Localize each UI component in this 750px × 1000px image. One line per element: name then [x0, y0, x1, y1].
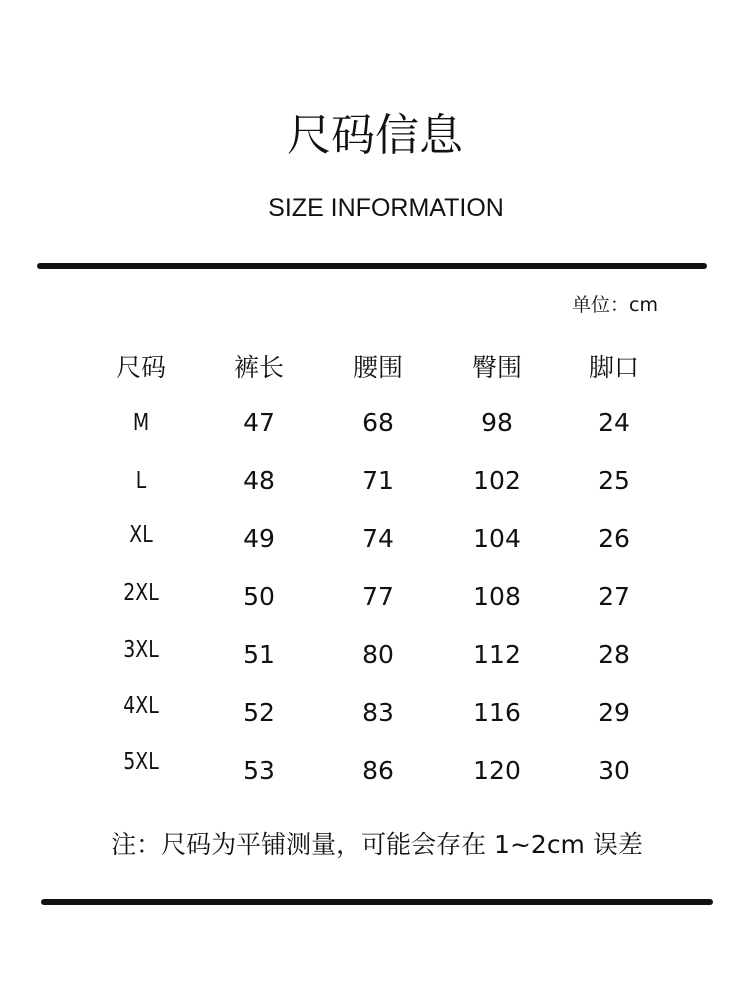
hip-cell: 108 [473, 582, 521, 611]
table-header-row [0, 348, 750, 388]
table-row [0, 635, 750, 675]
page-title: 尺码信息 [287, 110, 463, 161]
size-cell: 2XL [123, 580, 159, 606]
leg-opening-cell: 30 [598, 756, 630, 785]
table-row [0, 751, 750, 791]
hip-cell: 102 [473, 466, 521, 495]
leg-opening-cell: 25 [598, 466, 630, 495]
pants-length-cell: 48 [243, 466, 275, 495]
pants-length-cell: 52 [243, 698, 275, 727]
table-row [0, 403, 750, 443]
hip-cell: 98 [481, 408, 513, 437]
hip-cell: 104 [473, 524, 521, 553]
size-cell: L [135, 468, 147, 494]
pants-length-cell: 53 [243, 756, 275, 785]
hip-cell: 120 [473, 756, 521, 785]
header-pants-length: 裤长 [233, 353, 284, 382]
leg-opening-cell: 24 [598, 408, 630, 437]
size-cell: 5XL [123, 749, 159, 775]
size-cell: XL [129, 522, 153, 548]
waist-cell: 86 [362, 756, 394, 785]
hip-cell: 112 [473, 640, 521, 669]
leg-opening-cell: 26 [598, 524, 630, 553]
table-row [0, 519, 750, 559]
header-hip: 臀围 [471, 353, 522, 382]
leg-opening-cell: 28 [598, 640, 630, 669]
waist-cell: 77 [362, 582, 394, 611]
waist-cell: 71 [362, 466, 394, 495]
header-size: 尺码 [115, 353, 166, 382]
bottom-divider [41, 899, 713, 905]
pants-length-cell: 47 [243, 408, 275, 437]
page-subtitle: SIZE INFORMATION [268, 194, 504, 222]
top-divider [37, 263, 707, 269]
pants-length-cell: 49 [243, 524, 275, 553]
waist-cell: 74 [362, 524, 394, 553]
table-row [0, 461, 750, 501]
pants-length-cell: 50 [243, 582, 275, 611]
table-row [0, 693, 750, 733]
waist-cell: 83 [362, 698, 394, 727]
size-cell: 4XL [123, 693, 159, 719]
waist-cell: 80 [362, 640, 394, 669]
waist-cell: 68 [362, 408, 394, 437]
pants-length-cell: 51 [243, 640, 275, 669]
table-row [0, 577, 750, 617]
header-waist: 腰围 [352, 353, 403, 382]
measurement-note: 注：尺码为平铺测量，可能会存在 1~2cm 误差 [111, 830, 643, 859]
unit-label: 单位：cm [572, 294, 658, 316]
leg-opening-cell: 29 [598, 698, 630, 727]
size-cell: M [132, 410, 150, 436]
hip-cell: 116 [473, 698, 521, 727]
header-leg-opening: 脚口 [588, 353, 639, 382]
leg-opening-cell: 27 [598, 582, 630, 611]
size-cell: 3XL [123, 637, 159, 663]
